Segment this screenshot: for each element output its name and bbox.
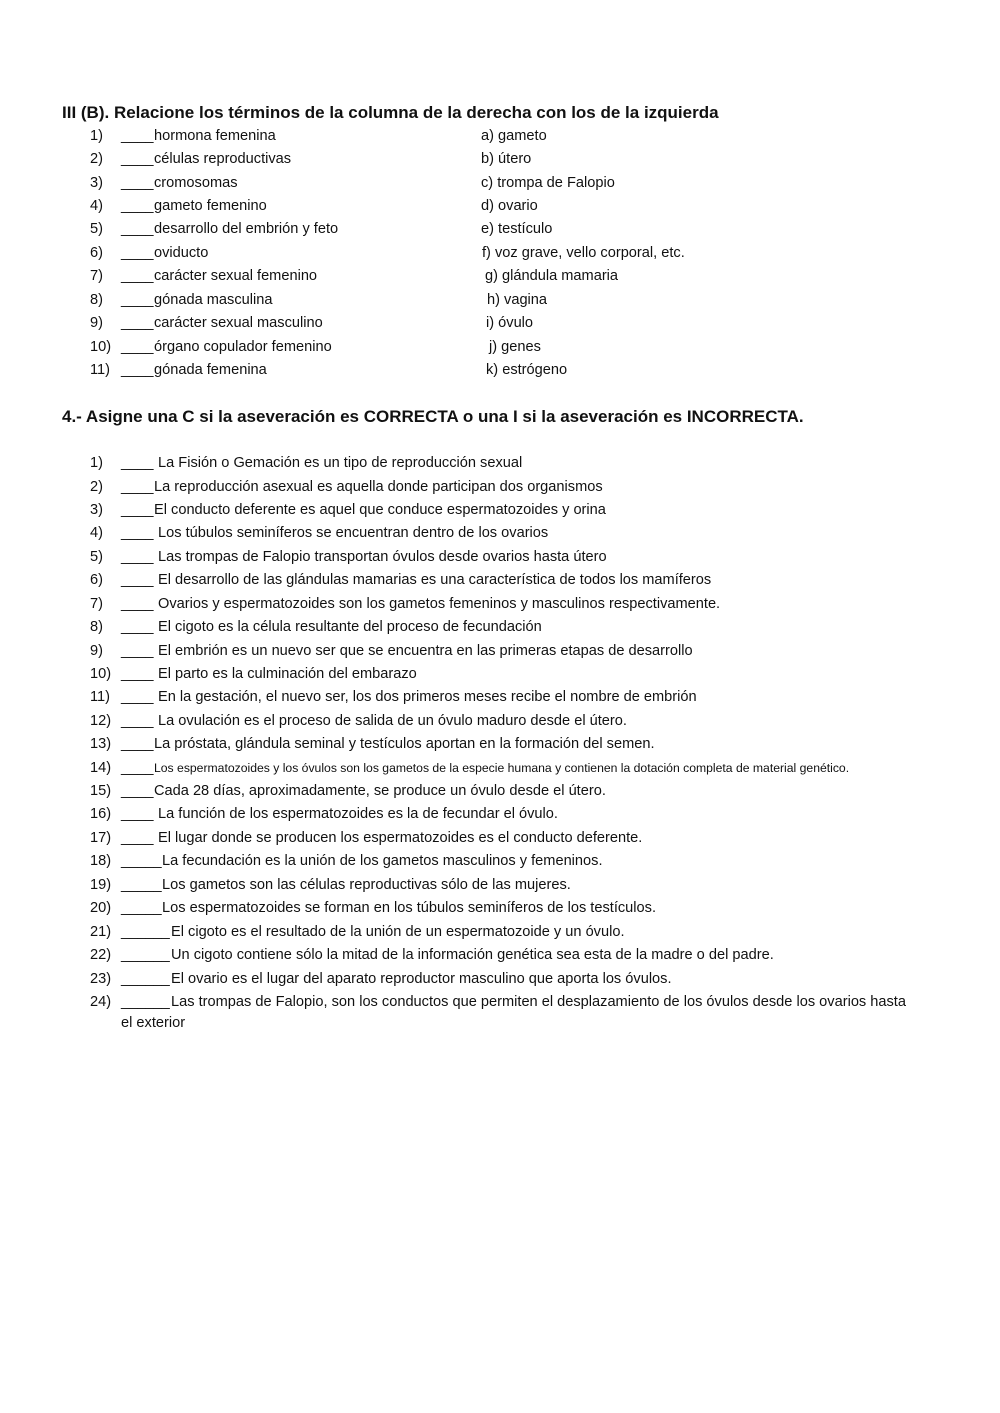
statement-row [0, 828, 1000, 848]
statement-text: El cigoto es la célula resultante del proceso de fecundación [158, 619, 542, 635]
right-option: b) útero [481, 151, 532, 167]
answer-blank[interactable]: ____ [121, 713, 154, 729]
statement-text: El cigoto es el resultado de la unión de un espermatozoide y un óvulo. [171, 924, 625, 940]
section-4-title: 4.- Asigne una C si la aseveración es CORRECTA o una I si la aseveración es INCORRECTA. [62, 407, 804, 426]
item-number: 20) [90, 900, 112, 916]
statement-text: La función de los espermatozoides es la de fecundar el óvulo. [158, 806, 558, 822]
answer-blank[interactable]: ____ [121, 525, 154, 541]
item-number: 1) [90, 455, 103, 471]
answer-blank[interactable]: ______ [121, 947, 170, 963]
answer-blank[interactable]: ____ [121, 736, 154, 752]
statement-continuation: el exterior [121, 1015, 186, 1031]
answer-blank[interactable]: ____ [121, 175, 154, 191]
statement-text: Los túbulos seminíferos se encuentran dentro de los ovarios [158, 525, 549, 541]
item-number: 21) [90, 924, 112, 940]
item-number: 11) [90, 689, 111, 705]
item-number: 6) [90, 572, 103, 588]
statement-text: El desarrollo de las glándulas mamarias es una característica de todos los mamíferos [158, 572, 712, 588]
item-number: 10) [90, 339, 112, 355]
item-number: 23) [90, 971, 112, 987]
item-number: 9) [90, 315, 103, 331]
statement-row [0, 477, 1000, 497]
statement-row [0, 523, 1000, 543]
statement-text: Las trompas de Falopio, son los conductos que permiten el desplazamiento de los óvulos desde los ovarios hasta [171, 994, 906, 1010]
answer-blank[interactable]: ____ [121, 198, 154, 214]
statement-text: La próstata, glándula seminal y testículos aportan en la formación del semen. [154, 736, 655, 752]
right-option: f) voz grave, vello corporal, etc. [482, 245, 685, 261]
item-number: 6) [90, 245, 103, 261]
item-number: 10) [90, 666, 112, 682]
statement-row [0, 969, 1000, 989]
statement-text: Un cigoto contiene sólo la mitad de la información genética sea esta de la madre o del padre. [171, 947, 774, 963]
answer-blank[interactable]: _____ [121, 853, 162, 869]
item-number: 3) [90, 175, 103, 191]
answer-blank[interactable]: _____ [121, 877, 162, 893]
right-option: c) trompa de Falopio [481, 175, 615, 191]
statement-text: Las trompas de Falopio transportan óvulos desde ovarios hasta útero [158, 549, 607, 565]
statement-row [0, 664, 1000, 684]
statement-text: La ovulación es el proceso de salida de un óvulo maduro desde el útero. [158, 713, 627, 729]
left-term: células reproductivas [154, 151, 292, 167]
statement-text: El parto es la culminación del embarazo [158, 666, 417, 682]
item-number: 17) [90, 830, 112, 846]
right-option: d) ovario [481, 198, 538, 214]
answer-blank[interactable]: ____ [121, 128, 154, 144]
right-option: j) genes [489, 339, 541, 355]
item-number: 9) [90, 643, 103, 659]
statement-row [0, 875, 1000, 895]
answer-blank[interactable]: ____ [121, 666, 154, 682]
item-number: 13) [90, 736, 112, 752]
statement-text: Los espermatozoides se forman en los túbulos seminíferos de los testículos. [162, 900, 657, 916]
left-term: gónada masculina [154, 292, 273, 308]
item-number: 2) [90, 151, 103, 167]
section-3-title: III (B). Relacione los términos de la columna de la derecha con los de la izquierda [62, 103, 719, 122]
item-number: 11) [90, 362, 111, 378]
matching-row [0, 243, 1000, 263]
answer-blank[interactable]: ____ [121, 689, 154, 705]
statement-text: La Fisión o Gemación es un tipo de reproducción sexual [158, 455, 523, 471]
answer-blank[interactable]: ____ [121, 619, 154, 635]
statement-row [0, 453, 1000, 473]
statement-text: La fecundación es la unión de los gametos masculinos y femeninos. [162, 853, 603, 869]
matching-row [0, 337, 1000, 357]
left-term: carácter sexual femenino [154, 268, 318, 284]
matching-row [0, 126, 1000, 146]
statement-row [0, 851, 1000, 871]
right-option: e) testículo [481, 221, 553, 237]
item-number: 12) [90, 713, 112, 729]
item-number: 7) [90, 268, 103, 284]
answer-blank[interactable]: ____ [121, 315, 154, 331]
right-option: k) estrógeno [486, 362, 568, 378]
item-number: 8) [90, 292, 103, 308]
item-number: 22) [90, 947, 112, 963]
answer-blank[interactable]: _____ [121, 900, 162, 916]
item-number: 15) [90, 783, 112, 799]
matching-row [0, 219, 1000, 239]
statement-text: Cada 28 días, aproximadamente, se produce un óvulo desde el útero. [154, 783, 606, 799]
answer-blank[interactable]: ____ [121, 643, 154, 659]
statement-row [0, 711, 1000, 731]
answer-blank[interactable]: ____ [121, 362, 154, 378]
statement-row [0, 687, 1000, 707]
statement-row [0, 500, 1000, 520]
answer-blank[interactable]: ____ [121, 502, 154, 518]
answer-blank[interactable]: ____ [121, 245, 154, 261]
answer-blank[interactable]: ____ [121, 268, 154, 284]
statement-text: Los espermatozoides y los óvulos son los gametos de la especie humana y contienen la dotación completa de material genético. [154, 761, 850, 775]
answer-blank[interactable]: ______ [121, 994, 170, 1010]
answer-blank[interactable]: ______ [121, 924, 170, 940]
item-number: 7) [90, 596, 103, 612]
statement-text: Ovarios y espermatozoides son los gametos femeninos y masculinos respectivamente. [158, 596, 721, 612]
matching-row [0, 313, 1000, 333]
item-number: 4) [90, 525, 103, 541]
answer-blank[interactable]: ____ [121, 221, 154, 237]
left-term: gónada femenina [154, 362, 267, 378]
statement-row [0, 758, 1000, 778]
left-term: gameto femenino [154, 198, 267, 214]
left-term: cromosomas [154, 175, 238, 191]
statement-text: El lugar donde se producen los espermatozoides es el conducto deferente. [158, 830, 643, 846]
item-number: 8) [90, 619, 103, 635]
right-option: a) gameto [481, 128, 547, 144]
statement-text: En la gestación, el nuevo ser, los dos primeros meses recibe el nombre de embrión [158, 689, 697, 705]
statement-row [0, 804, 1000, 824]
statement-text: El conducto deferente es aquel que conduce espermatozoides y orina [154, 502, 606, 518]
statement-row [0, 594, 1000, 614]
item-number: 19) [90, 877, 112, 893]
statement-row [0, 641, 1000, 661]
matching-row [0, 266, 1000, 286]
answer-blank[interactable]: ____ [121, 455, 154, 471]
item-number: 18) [90, 853, 112, 869]
answer-blank[interactable]: ____ [121, 830, 154, 846]
answer-blank[interactable]: ____ [121, 292, 154, 308]
matching-row [0, 196, 1000, 216]
right-option: h) vagina [487, 292, 548, 308]
statement-row [0, 992, 1000, 1012]
statement-row [0, 781, 1000, 801]
answer-blank[interactable]: ______ [121, 971, 170, 987]
statement-row [0, 570, 1000, 590]
answer-blank[interactable]: ____ [121, 151, 154, 167]
statement-row [0, 922, 1000, 942]
statement-text: El ovario es el lugar del aparato reproductor masculino que aporta los óvulos. [171, 971, 672, 987]
statement-row [0, 617, 1000, 637]
right-option: g) glándula mamaria [485, 268, 619, 284]
matching-row [0, 290, 1000, 310]
answer-blank[interactable]: ____ [121, 806, 154, 822]
right-option: i) óvulo [486, 315, 534, 331]
matching-row [0, 173, 1000, 193]
answer-blank[interactable]: ____ [121, 596, 154, 612]
item-number: 5) [90, 549, 103, 565]
statement-row [0, 945, 1000, 965]
item-number: 16) [90, 806, 112, 822]
answer-blank[interactable]: ____ [121, 783, 154, 799]
left-term: hormona femenina [154, 128, 276, 144]
answer-blank[interactable]: ____ [121, 549, 154, 565]
matching-row [0, 149, 1000, 169]
answer-blank[interactable]: ____ [121, 572, 154, 588]
statement-row [0, 547, 1000, 567]
statement-text: La reproducción asexual es aquella donde participan dos organismos [154, 479, 603, 495]
item-number: 2) [90, 479, 103, 495]
left-term: carácter sexual masculino [154, 315, 323, 331]
item-number: 3) [90, 502, 103, 518]
item-number: 4) [90, 198, 103, 214]
item-number: 14) [90, 760, 112, 776]
left-term: desarrollo del embrión y feto [154, 221, 339, 237]
answer-blank[interactable]: ____ [121, 339, 154, 355]
statement-text: El embrión es un nuevo ser que se encuentra en las primeras etapas de desarrollo [158, 643, 693, 659]
answer-blank[interactable]: ____ [121, 760, 154, 776]
item-number: 24) [90, 994, 112, 1010]
statement-row [0, 898, 1000, 918]
statement-row [0, 734, 1000, 754]
answer-blank[interactable]: ____ [121, 479, 154, 495]
statement-text: Los gametos son las células reproductivas sólo de las mujeres. [162, 877, 571, 893]
item-number: 5) [90, 221, 103, 237]
left-term: oviducto [154, 245, 209, 261]
left-term: órgano copulador femenino [154, 339, 332, 355]
matching-row [0, 360, 1000, 380]
item-number: 1) [90, 128, 103, 144]
